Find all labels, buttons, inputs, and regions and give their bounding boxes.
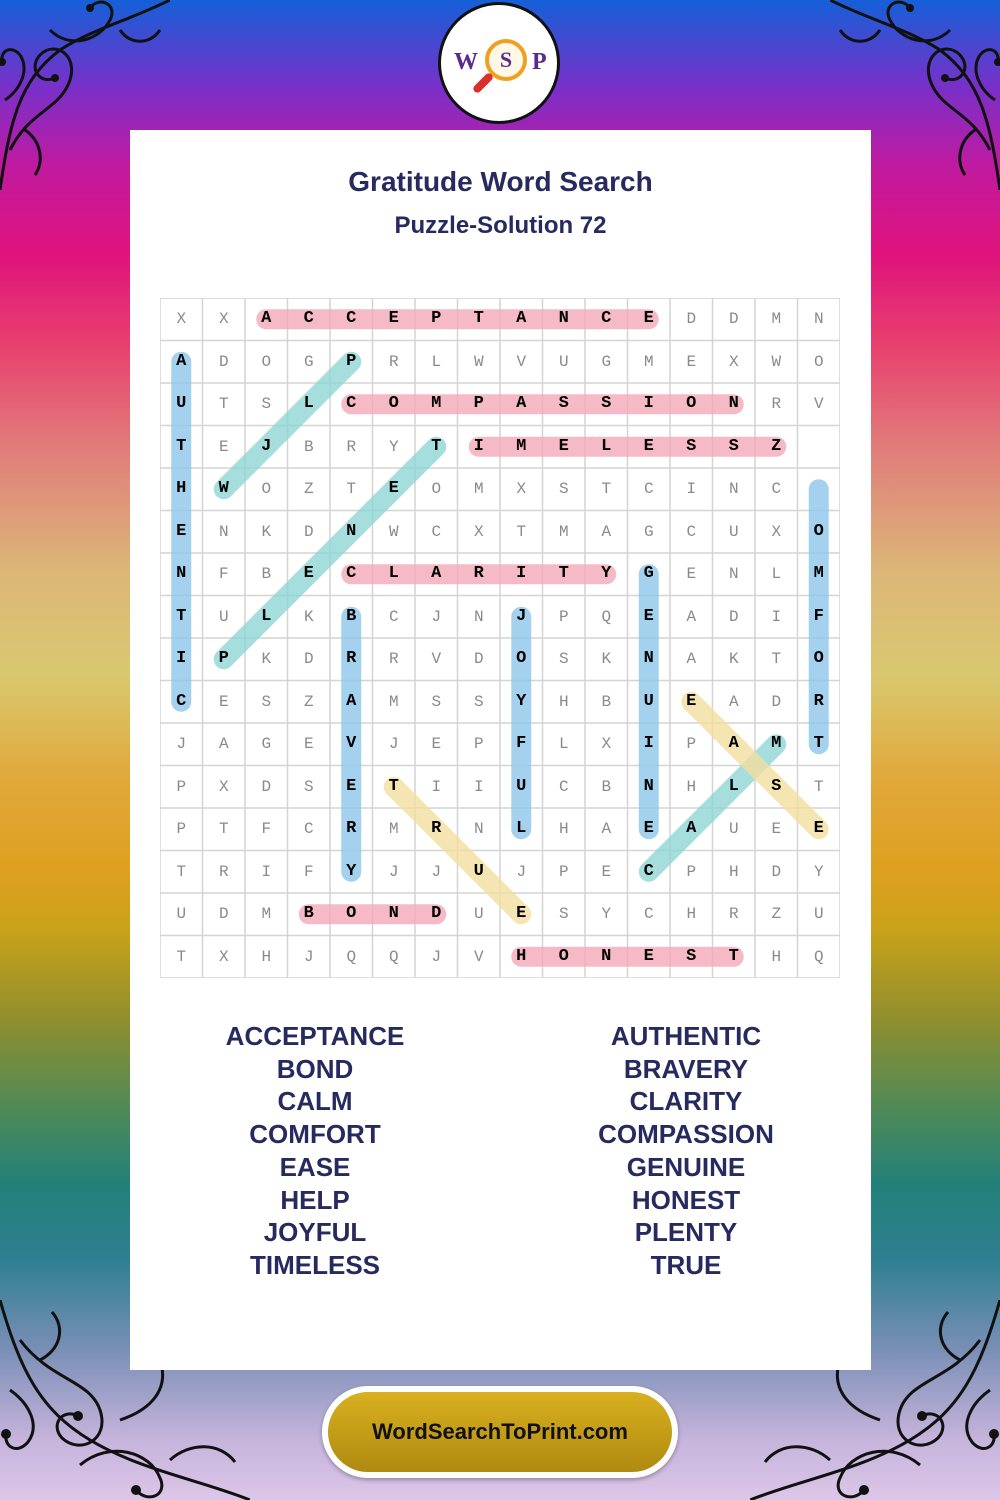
grid-cell[interactable]: D <box>473 650 484 668</box>
grid-cell[interactable]: G <box>643 522 654 541</box>
grid-cell[interactable]: M <box>473 480 484 498</box>
grid-cell[interactable]: S <box>558 650 569 668</box>
word-list-item: COMFORT <box>249 1119 381 1150</box>
grid-cell[interactable]: X <box>176 310 187 328</box>
grid-cell[interactable]: B <box>601 777 612 796</box>
grid-cell[interactable]: U <box>176 394 187 413</box>
grid-cell[interactable]: M <box>516 436 527 456</box>
grid-cell[interactable]: A <box>516 309 527 328</box>
grid-cell[interactable]: U <box>176 905 187 923</box>
grid-cell[interactable]: G <box>643 564 654 583</box>
word-list-item: COMPASSION <box>598 1119 774 1150</box>
grid-cell[interactable]: F <box>303 862 314 881</box>
grid-cell[interactable]: X <box>601 735 612 753</box>
grid-cell[interactable]: N <box>728 565 739 583</box>
grid-cell[interactable]: B <box>303 437 314 456</box>
word-list-item: BOND <box>276 1053 354 1084</box>
grid-cell[interactable]: L <box>516 819 527 838</box>
grid-cell[interactable]: A <box>686 607 697 626</box>
grid-cell[interactable]: T <box>346 480 357 498</box>
grid-cell[interactable]: T <box>176 947 187 966</box>
grid-cell[interactable]: M <box>813 564 824 583</box>
grid-cell[interactable]: E <box>388 309 399 328</box>
grid-cell[interactable]: O <box>686 394 697 413</box>
grid-cell[interactable]: E <box>643 436 654 456</box>
grid-cell[interactable]: Z <box>303 692 314 711</box>
grid-cell[interactable]: A <box>686 819 697 838</box>
grid-cell[interactable]: U <box>813 905 824 923</box>
grid-cell[interactable]: F <box>516 734 527 753</box>
grid-cell[interactable]: S <box>473 692 484 711</box>
grid-cell[interactable]: A <box>601 522 612 541</box>
grid-cell[interactable]: P <box>473 394 484 413</box>
grid-cell[interactable]: N <box>643 649 654 668</box>
grid-cell[interactable]: U <box>643 691 654 711</box>
grid-cell[interactable]: Q <box>813 947 824 966</box>
grid-cell[interactable]: A <box>218 735 229 753</box>
grid-cell[interactable]: Q <box>601 607 612 626</box>
grid-cell[interactable]: N <box>558 309 569 328</box>
grid-cell[interactable]: D <box>771 862 782 881</box>
grid-cell[interactable]: D <box>686 310 697 328</box>
grid-cell[interactable]: T <box>728 946 739 966</box>
grid-cell[interactable]: Y <box>346 861 357 881</box>
word-list-item: ACCEPTANCE <box>225 1021 405 1051</box>
grid-cell[interactable]: L <box>431 352 442 371</box>
grid-cell[interactable]: S <box>558 394 569 413</box>
grid-cell[interactable]: G <box>261 735 272 753</box>
grid-cell[interactable]: J <box>431 947 442 966</box>
grid-cell[interactable]: R <box>346 649 357 668</box>
grid-cell[interactable]: J <box>516 862 527 881</box>
grid-cell[interactable]: E <box>303 735 314 753</box>
grid-cell[interactable]: X <box>218 310 229 328</box>
grid-cell[interactable]: A <box>728 734 739 753</box>
grid-cell[interactable]: N <box>473 820 484 838</box>
grid-cell[interactable]: O <box>388 394 399 413</box>
grid-cell[interactable]: U <box>728 820 739 838</box>
grid-cell[interactable]: G <box>601 352 612 371</box>
grid-cell[interactable]: Y <box>516 691 527 711</box>
grid-cell[interactable]: P <box>431 309 442 328</box>
grid-cell[interactable]: R <box>346 437 357 456</box>
grid-cell[interactable]: Z <box>771 905 782 923</box>
grid-cell[interactable]: I <box>431 777 442 796</box>
grid-cell[interactable]: L <box>558 735 569 753</box>
grid-cell[interactable]: T <box>388 776 399 796</box>
grid-cell[interactable]: H <box>558 692 569 711</box>
grid-cell[interactable]: C <box>686 522 697 541</box>
grid-cell[interactable]: S <box>431 692 442 711</box>
grid-cell[interactable]: C <box>643 861 654 881</box>
grid-cell[interactable]: V <box>516 352 527 371</box>
grid-cell[interactable]: T <box>473 309 484 328</box>
grid-cell[interactable]: R <box>728 905 739 923</box>
grid-cell[interactable]: M <box>643 352 654 371</box>
grid-cell[interactable]: W <box>473 352 484 371</box>
grid-cell[interactable]: J <box>303 947 314 966</box>
grid-cell[interactable]: N <box>813 310 824 328</box>
grid-cell[interactable]: E <box>643 606 654 626</box>
grid-cell[interactable]: K <box>261 650 272 668</box>
logo-letter-w: W <box>454 49 478 75</box>
grid-cell[interactable]: P <box>176 820 187 838</box>
grid-cell[interactable]: P <box>473 735 484 753</box>
grid-cell[interactable]: N <box>601 946 612 966</box>
word-list-right <box>501 1020 871 1282</box>
grid-cell[interactable]: E <box>643 946 654 966</box>
grid-cell[interactable]: L <box>728 776 739 796</box>
grid-cell[interactable]: U <box>728 522 739 541</box>
grid-cell[interactable]: H <box>558 820 569 838</box>
grid-cell[interactable]: X <box>218 947 229 966</box>
grid-cell[interactable]: D <box>431 904 442 923</box>
grid-cell[interactable]: E <box>431 735 442 753</box>
grid-cell[interactable]: B <box>261 565 272 583</box>
word-list-item: CALM <box>277 1086 353 1117</box>
grid-cell[interactable]: I <box>473 777 484 796</box>
grid-cell[interactable]: A <box>431 564 442 583</box>
grid-cell[interactable]: J <box>516 606 527 626</box>
grid-cell[interactable]: L <box>261 606 272 626</box>
grid-cell[interactable]: I <box>473 436 484 456</box>
grid-cell[interactable]: B <box>346 606 357 626</box>
grid-cell[interactable]: M <box>558 522 569 541</box>
grid-cell[interactable]: M <box>431 394 442 413</box>
grid-cell[interactable]: C <box>643 905 654 923</box>
word-list-item: CLARITY <box>629 1086 743 1117</box>
grid-cell[interactable]: T <box>771 650 782 668</box>
grid-cell[interactable]: O <box>813 649 824 668</box>
grid-cell[interactable]: H <box>771 947 782 966</box>
grid-cell[interactable]: C <box>601 309 612 328</box>
grid-cell[interactable]: O <box>431 480 442 498</box>
grid-cell[interactable]: C <box>388 607 399 626</box>
grid-cell[interactable]: A <box>601 820 612 838</box>
grid-cell[interactable]: Y <box>601 905 612 923</box>
grid-cell[interactable]: A <box>176 351 187 371</box>
grid-cell[interactable]: T <box>218 820 229 838</box>
grid-cell[interactable]: X <box>218 777 229 796</box>
grid-cell[interactable]: C <box>346 309 357 328</box>
grid-cell[interactable]: D <box>303 650 314 668</box>
grid-cell[interactable]: C <box>558 777 569 796</box>
grid-cell[interactable]: S <box>728 436 739 456</box>
grid-cell[interactable]: G <box>303 352 314 371</box>
grid-cell[interactable]: N <box>473 607 484 626</box>
grid-cell[interactable]: R <box>813 691 824 711</box>
grid-cell[interactable]: N <box>643 776 654 796</box>
grid-cell[interactable]: T <box>516 522 527 541</box>
grid-cell[interactable]: M <box>771 734 782 753</box>
grid-cell[interactable]: E <box>516 904 527 923</box>
grid-cell[interactable]: L <box>601 436 612 456</box>
grid-cell[interactable]: P <box>558 607 569 626</box>
grid-cell[interactable]: I <box>771 607 782 626</box>
grid-cell[interactable]: T <box>813 777 824 796</box>
grid-cell[interactable]: E <box>218 437 229 456</box>
word-list-item: TIMELESS <box>249 1249 380 1280</box>
word-list-item: GENUINE <box>626 1151 746 1182</box>
grid-cell[interactable]: P <box>176 777 187 796</box>
grid-cell[interactable]: E <box>346 776 357 796</box>
grid-cell[interactable]: S <box>558 480 569 498</box>
grid-cell[interactable]: R <box>473 564 484 583</box>
grid-cell[interactable]: U <box>473 905 484 923</box>
grid-cell[interactable]: C <box>176 691 187 711</box>
grid-cell[interactable]: H <box>516 946 527 966</box>
grid-cell[interactable]: B <box>601 692 612 711</box>
grid-cell[interactable]: C <box>771 480 782 498</box>
grid-cell[interactable]: X <box>771 522 782 541</box>
grid-cell[interactable]: U <box>218 607 229 626</box>
grid-cell[interactable]: U <box>516 776 527 796</box>
grid-cell[interactable]: D <box>728 310 739 328</box>
grid-cell[interactable]: K <box>601 650 612 668</box>
grid-cell[interactable]: K <box>728 650 739 668</box>
grid-cell[interactable]: S <box>303 777 314 796</box>
grid-cell[interactable]: C <box>346 394 357 413</box>
grid-cell[interactable]: L <box>303 394 314 413</box>
logo-letter-p: P <box>532 49 547 75</box>
grid-cell[interactable]: Z <box>303 480 314 498</box>
grid-cell[interactable]: I <box>686 480 697 498</box>
grid-cell[interactable]: P <box>558 862 569 881</box>
grid-cell[interactable]: N <box>728 394 739 413</box>
word-list-item: HONEST <box>631 1184 741 1215</box>
grid-cell[interactable]: H <box>686 777 697 796</box>
grid-cell[interactable]: P <box>346 351 357 371</box>
grid-cell[interactable]: E <box>771 820 782 838</box>
grid-cell[interactable]: T <box>176 862 187 881</box>
grid-cell[interactable]: C <box>643 480 654 498</box>
grid-cell[interactable]: K <box>261 522 272 541</box>
grid-cell[interactable]: O <box>558 946 569 966</box>
grid-cell[interactable]: Y <box>388 437 399 456</box>
word-list-left <box>130 1020 500 1282</box>
grid-cell[interactable]: R <box>771 395 782 413</box>
grid-cell[interactable]: J <box>261 436 272 456</box>
grid-cell[interactable]: S <box>261 692 272 711</box>
grid-cell[interactable]: S <box>686 946 697 966</box>
grid-cell[interactable]: Y <box>813 862 824 881</box>
grid-cell[interactable]: O <box>813 521 824 541</box>
grid-cell[interactable]: E <box>303 564 314 583</box>
grid-cell[interactable]: D <box>261 777 272 796</box>
grid-cell[interactable]: T <box>218 395 229 413</box>
grid-cell[interactable]: R <box>388 650 399 668</box>
grid-cell[interactable]: F <box>261 820 272 838</box>
grid-cell[interactable]: U <box>473 861 484 881</box>
word-list-item: PLENTY <box>634 1217 738 1248</box>
grid-cell[interactable]: N <box>346 521 357 541</box>
grid-cell[interactable]: S <box>771 776 782 796</box>
grid-cell[interactable]: F <box>813 606 824 626</box>
grid-cell[interactable]: M <box>771 310 782 328</box>
word-list-item: BRAVERY <box>623 1053 749 1084</box>
grid-cell[interactable]: X <box>728 352 739 371</box>
grid-cell[interactable]: L <box>388 564 399 583</box>
grid-cell[interactable]: B <box>303 904 314 923</box>
grid-cell[interactable]: N <box>388 904 399 923</box>
grid-cell[interactable]: E <box>601 862 612 881</box>
grid-cell[interactable]: Y <box>601 564 612 583</box>
grid-cell[interactable]: P <box>686 735 697 753</box>
page-title: Gratitude Word Search <box>348 166 653 197</box>
grid-cell[interactable]: V <box>431 650 442 668</box>
grid-cell[interactable]: S <box>558 905 569 923</box>
grid-cell[interactable]: A <box>728 692 739 711</box>
grid-cell[interactable]: M <box>388 692 399 711</box>
grid-cell[interactable]: X <box>473 522 484 541</box>
grid-cell[interactable]: V <box>346 734 357 753</box>
grid-cell[interactable]: H <box>728 862 739 881</box>
grid-cell[interactable]: N <box>728 480 739 498</box>
grid-cell[interactable]: J <box>388 862 399 881</box>
grid-cell[interactable]: L <box>771 565 782 583</box>
website-link-button[interactable]: WordSearchToPrint.com <box>322 1386 678 1478</box>
grid-cell[interactable]: D <box>303 522 314 541</box>
word-list-item: AUTHENTIC <box>610 1021 762 1051</box>
grid-cell[interactable]: T <box>813 734 824 753</box>
grid-cell[interactable]: E <box>176 521 187 541</box>
grid-cell[interactable]: E <box>686 565 697 583</box>
grid-cell[interactable]: I <box>643 734 654 753</box>
word-search-grid <box>160 298 840 978</box>
site-logo[interactable] <box>438 2 560 124</box>
grid-cell[interactable]: O <box>516 649 527 668</box>
grid-cell[interactable]: T <box>176 436 187 456</box>
grid-cell[interactable]: A <box>686 650 697 668</box>
grid-cell[interactable]: E <box>643 309 654 328</box>
puzzle-card <box>130 130 871 1370</box>
grid-cell[interactable]: P <box>218 649 229 668</box>
grid-cell[interactable]: R <box>431 819 442 838</box>
grid-cell[interactable]: W <box>388 522 399 541</box>
grid-cell[interactable]: I <box>516 564 527 583</box>
grid-cell[interactable]: D <box>218 352 229 371</box>
grid-cell[interactable]: W <box>771 352 782 371</box>
grid-cell[interactable]: S <box>686 436 697 456</box>
grid-cell[interactable]: M <box>261 905 272 923</box>
grid-cell[interactable]: F <box>218 565 229 583</box>
grid-cell[interactable]: T <box>601 480 612 498</box>
grid-cell[interactable]: Z <box>771 436 782 456</box>
grid-cell[interactable]: J <box>431 607 442 626</box>
grid-cell[interactable]: C <box>303 820 314 838</box>
grid-cell[interactable]: E <box>388 479 399 498</box>
word-list-item: HELP <box>280 1184 350 1215</box>
grid-cell[interactable]: C <box>303 309 314 328</box>
grid-cell[interactable]: R <box>346 819 357 838</box>
logo-magnifier-letter-s: S <box>485 39 527 81</box>
grid-cell[interactable]: E <box>686 691 697 711</box>
grid-cell[interactable]: R <box>218 862 229 881</box>
grid-cell[interactable]: D <box>728 607 739 626</box>
grid-cell[interactable]: V <box>813 395 824 413</box>
grid-cell[interactable]: E <box>643 819 654 838</box>
grid-cell[interactable]: Q <box>388 947 399 966</box>
grid-cell[interactable]: I <box>176 649 187 668</box>
grid-cell[interactable]: A <box>261 309 272 328</box>
grid-cell[interactable]: N <box>218 522 229 541</box>
page-subtitle: Puzzle-Solution 72 <box>394 212 607 239</box>
grid-cell[interactable]: T <box>558 564 569 583</box>
grid-cell[interactable]: S <box>261 395 272 413</box>
grid-cell[interactable]: W <box>218 479 229 498</box>
grid-cell[interactable]: H <box>261 947 272 966</box>
grid-cell[interactable]: H <box>686 905 697 923</box>
grid-cell[interactable]: H <box>176 479 187 498</box>
grid-cell[interactable]: R <box>388 352 399 371</box>
grid-cell[interactable]: S <box>601 394 612 413</box>
grid-cell[interactable]: O <box>261 480 272 498</box>
grid-cell[interactable]: Q <box>346 947 357 966</box>
grid-cell[interactable]: D <box>218 905 229 923</box>
grid-cell[interactable]: E <box>558 436 569 456</box>
grid-cell[interactable]: T <box>431 436 442 456</box>
grid-cell[interactable]: V <box>473 947 484 966</box>
grid-cell[interactable]: O <box>346 904 357 923</box>
grid-cell[interactable]: K <box>303 607 314 626</box>
grid-cell[interactable]: J <box>176 735 187 753</box>
word-list-item: JOYFUL <box>263 1217 367 1248</box>
grid-cell[interactable]: U <box>558 352 569 371</box>
word-list-item: EASE <box>279 1151 351 1182</box>
grid-cell[interactable]: E <box>218 692 229 711</box>
grid-cell[interactable]: O <box>813 352 824 371</box>
grid-cell[interactable]: C <box>431 522 442 541</box>
grid-cell[interactable]: J <box>431 862 442 881</box>
grid-cell[interactable]: E <box>813 819 824 838</box>
grid-cell[interactable]: O <box>261 352 272 371</box>
grid-cell[interactable]: E <box>686 352 697 371</box>
grid-cell[interactable]: X <box>516 480 527 498</box>
grid-cell[interactable]: A <box>516 394 527 413</box>
grid-cell[interactable]: M <box>388 820 399 838</box>
grid-cell[interactable]: D <box>771 692 782 711</box>
grid-cell[interactable]: I <box>643 394 654 413</box>
grid-cell[interactable]: J <box>388 735 399 753</box>
word-list-item: TRUE <box>650 1249 722 1280</box>
grid-cell[interactable]: C <box>346 564 357 583</box>
grid-cell[interactable]: A <box>346 691 357 711</box>
grid-cell[interactable]: P <box>686 862 697 881</box>
grid-cell[interactable]: N <box>176 564 187 583</box>
grid-cell[interactable]: I <box>261 862 272 881</box>
grid-cell[interactable]: T <box>176 606 187 626</box>
